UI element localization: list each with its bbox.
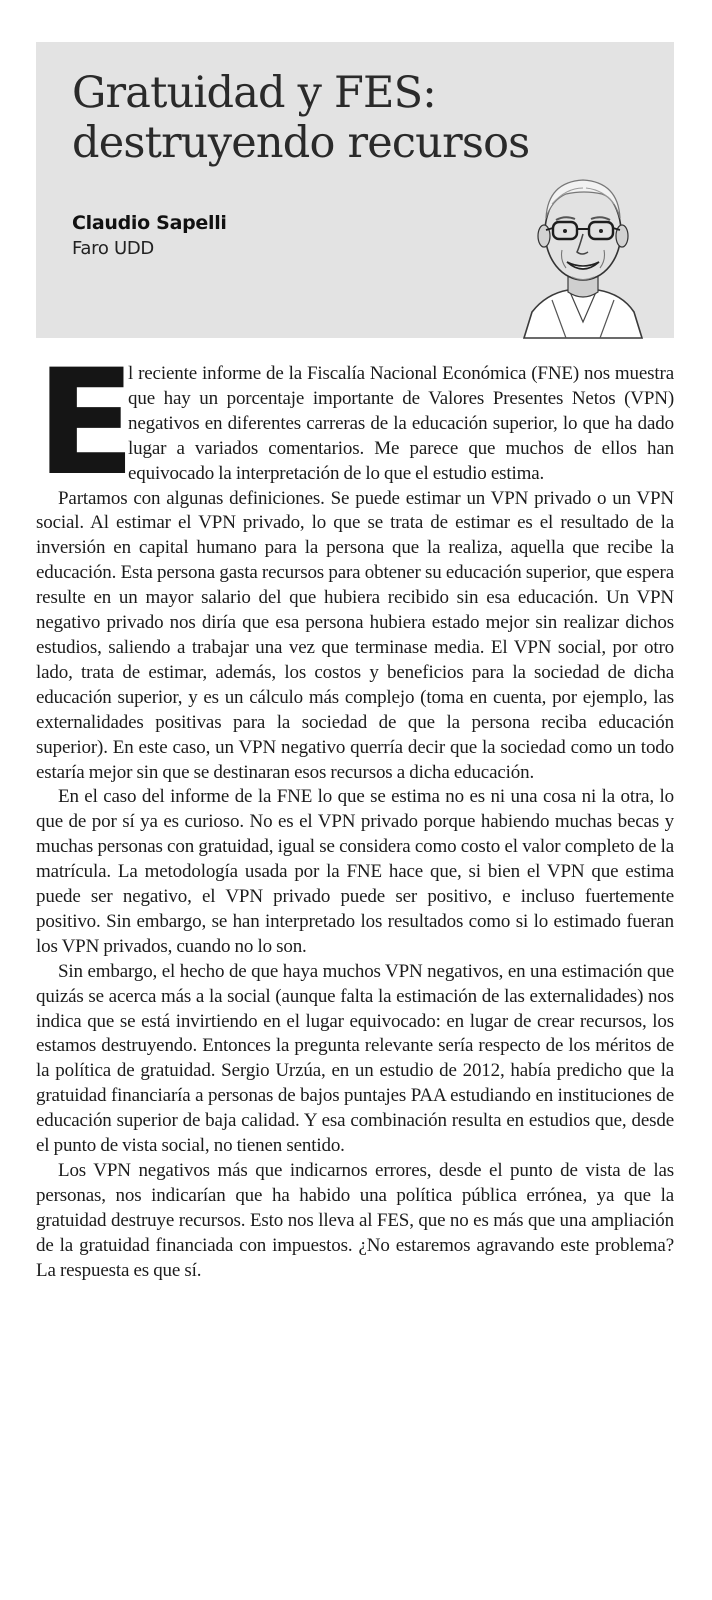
author-portrait bbox=[522, 162, 644, 338]
article-body bbox=[36, 338, 674, 1284]
paragraph-5: Los VPN negativos más que indicarnos errores, desde el punto de vista de las personas, nos indicarían que ha habido una política pública errónea, ya que la gratuidad destruye recursos. Esto nos lleva al FES, que no es más que una ampliación de la gratuidad financiada con impuestos. ¿No estaremos agravando este problema? La respuesta es que sí. bbox=[36, 1160, 674, 1281]
paragraph-4: Sin embargo, el hecho de que haya muchos VPN negativos, en una estimación que quizás se acerca más a la social (aunque falta la estimación de las externalidades) nos indica que se está invirtiendo en el lugar equivocado: en lugar de crear recursos, los estamos destruyendo. Entonces la pregunta relevante sería respecto de los méritos de la política de gratuidad. Sergio Urzúa, en un estudio de 2012, había predicho que la gratuidad financiaría a personas de bajos puntajes PAA estudiando en instituciones de educación superior de baja calidad. Y esa combinación resulta en estudios que, desde el punto de vista social, no tienen sentido. bbox=[36, 960, 674, 1157]
author-name: Claudio Sapelli bbox=[72, 212, 227, 234]
headline bbox=[72, 68, 532, 168]
author-affiliation: Faro UDD bbox=[72, 238, 154, 259]
paragraph-2: Partamos con algunas definiciones. Se puede estimar un VPN privado o un VPN social. Al estimar el VPN privado, lo que se trata de estimar es el resultado de la inversión en capital humano para la persona que la realiza, aquella que recibe la educación. Esta persona gasta recursos para obtener su educación superior, que espera resulte en un mayor salario del que hubiera recibido sin esa educación. Un VPN negativo privado nos diría que esa persona hubiera estado mejor sin realizar dichos estudios, saliendo a trabajar una vez que terminase media. El VPN social, por otro lado, trata de estimar, además, los costos y beneficios para la sociedad de dicha educación superior, y es un cálculo más complejo (toma en cuenta, por ejemplo, las externalidades positivas para la sociedad de que la persona reciba educación superior). En este caso, un VPN negativo querría decir que la sociedad como un todo estaría mejor sin que se destinaran esos recursos a dicha educación. bbox=[36, 487, 674, 783]
article-header bbox=[36, 42, 674, 338]
paragraph-3: En el caso del informe de la FNE lo que se estima no es ni una cosa ni la otra, lo que de por sí ya es curioso. No es el VPN privado porque habiendo muchas becas y muchas personas con gratuidad, igual se considera como costo el valor completo de la matrícula. La metodología usada por la FNE hace que, si bien el VPN que estima puede ser negativo, el VPN privado puede ser positivo, e incluso fuertemente positivo. Sin embargo, se han interpretado los resultados como si lo estimado fueran los VPN privados, cuando no lo son. bbox=[36, 786, 674, 957]
paragraph-1 bbox=[36, 338, 674, 508]
headline-line-1: Gratuidad y FES: bbox=[72, 68, 436, 118]
drop-cap: E bbox=[36, 338, 136, 508]
headline-line-2: destruyendo recursos bbox=[72, 118, 530, 168]
paragraph-1-text: l reciente informe de la Fiscalía Nacional Económica (FNE) nos muestra que hay un porcentaje importante de Valores Presentes Netos (VPN) negativos en diferentes carreras de la educación superior, lo que ha dado lugar a variados comentarios. Me parece que muchos de ellos han equivocado la interpretación de lo que el estudio estima. bbox=[128, 363, 674, 484]
